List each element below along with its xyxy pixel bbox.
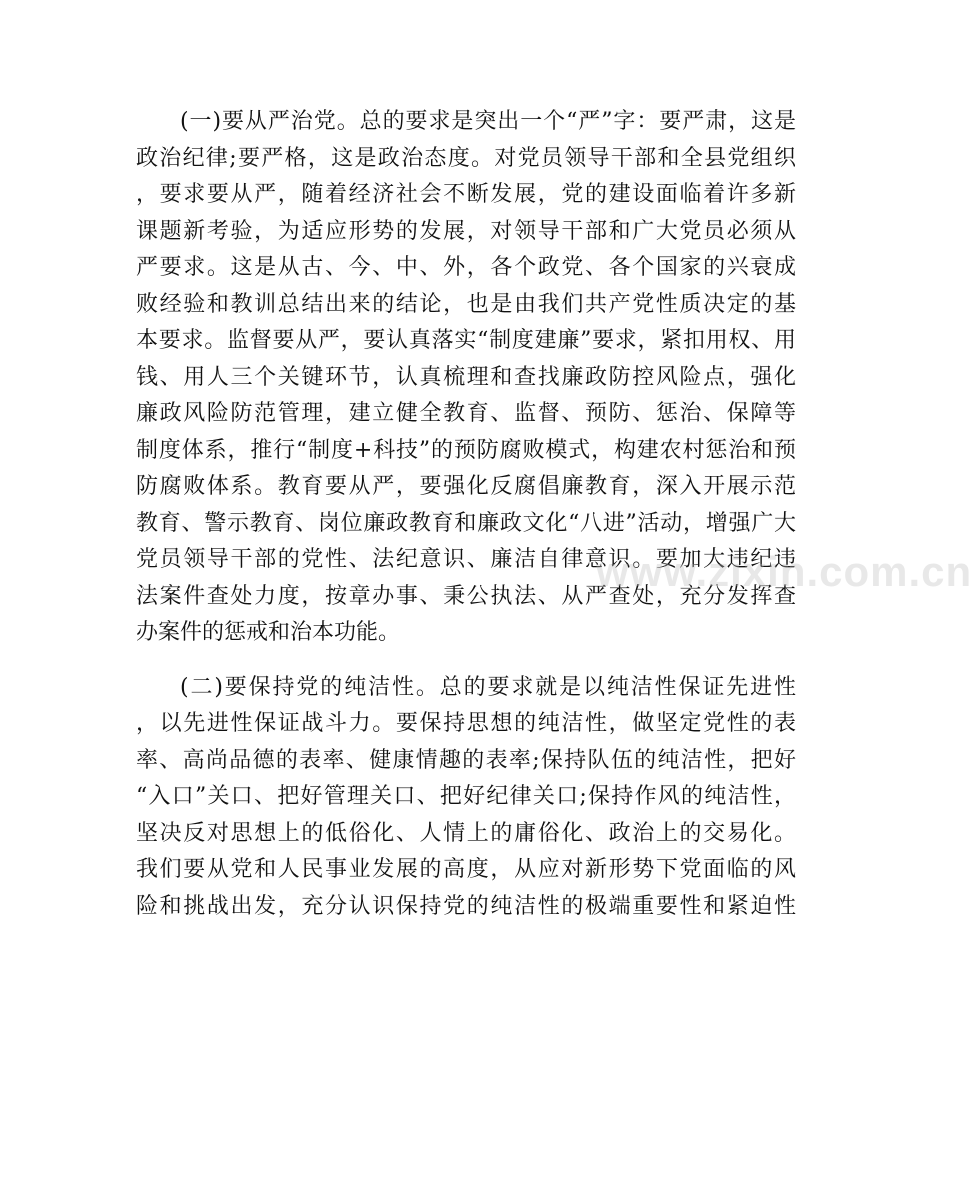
paragraph-line: 本要求。监督要从严，要认真落实“制度建廉”要求，紧扣用权、用 — [136, 328, 796, 353]
paragraph-line: 办案件的惩戒和治本功能。 — [136, 620, 401, 645]
paragraph-line: 制度体系，推行“制度+科技”的预防腐败模式，构建农村惩治和预 — [136, 437, 796, 463]
paragraph-line: 廉政风险防范管理，建立健全教育、监督、预防、惩治、保障等 — [136, 401, 796, 426]
paragraph-line: 严要求。这是从古、今、中、外，各个政党、各个国家的兴衰成 — [136, 255, 796, 280]
paragraph-line: 我们要从党和人民事业发展的高度，从应对新形势下党面临的风 — [136, 857, 796, 882]
paragraph-line: 法案件查处力度，按章办事、秉公执法、从严查处，充分发挥查 — [136, 583, 796, 609]
paragraph-gap — [136, 652, 796, 670]
paragraph-line: 钱、用人三个关键环节，认真梳理和查找廉政防控风险点，强化 — [136, 364, 796, 390]
paragraph-line: 险和挑战出发，充分认识保持党的纯洁性的极端重要性和紧迫性 — [136, 893, 796, 919]
paragraph-line: (一)要从严治党。总的要求是突出一个“严”字：要严肃，这是 — [180, 109, 796, 134]
paragraph-line: 率、高尚品德的表率、健康情趣的表率;保持队伍的纯洁性，把好 — [136, 747, 796, 773]
paragraph-line: 党员领导干部的党性、法纪意识、廉洁自律意识。要加大违纪违 — [136, 547, 796, 572]
paragraph-line: 坚决反对思想上的低俗化、人情上的庸俗化、政治上的交易化。 — [136, 820, 796, 846]
paragraph-line: ，要求要从严，随着经济社会不断发展，党的建设面临着许多新 — [136, 182, 796, 207]
paragraph-line: 败经验和教训总结出来的结论，也是由我们共产党性质决定的基 — [136, 291, 796, 317]
paragraph-line: ，以先进性保证战斗力。要保持思想的纯洁性，做坚定党性的表 — [136, 711, 796, 736]
paragraph-line: “入口”关口、把好管理关口、把好纪律关口;保持作风的纯洁性， — [136, 784, 796, 809]
paragraph-line: 教育、警示教育、岗位廉政教育和廉政文化“八进”活动，增强广大 — [136, 510, 796, 536]
paragraph-2 — [136, 670, 796, 926]
paragraph-line: 防腐败体系。教育要从严，要强化反腐倡廉教育，深入开展示范 — [136, 474, 796, 499]
paragraph-line: 课题新考验，为适应形势的发展，对领导干部和广大党员必须从 — [136, 218, 796, 244]
watermark: www.zixin.com.cn — [596, 548, 972, 595]
paragraph-line: 政治纪律;要严格，这是政治态度。对党员领导干部和全县党组织 — [136, 145, 796, 171]
paragraph-line: (二)要保持党的纯洁性。总的要求就是以纯洁性保证先进性 — [180, 674, 796, 700]
document-body — [136, 104, 796, 925]
